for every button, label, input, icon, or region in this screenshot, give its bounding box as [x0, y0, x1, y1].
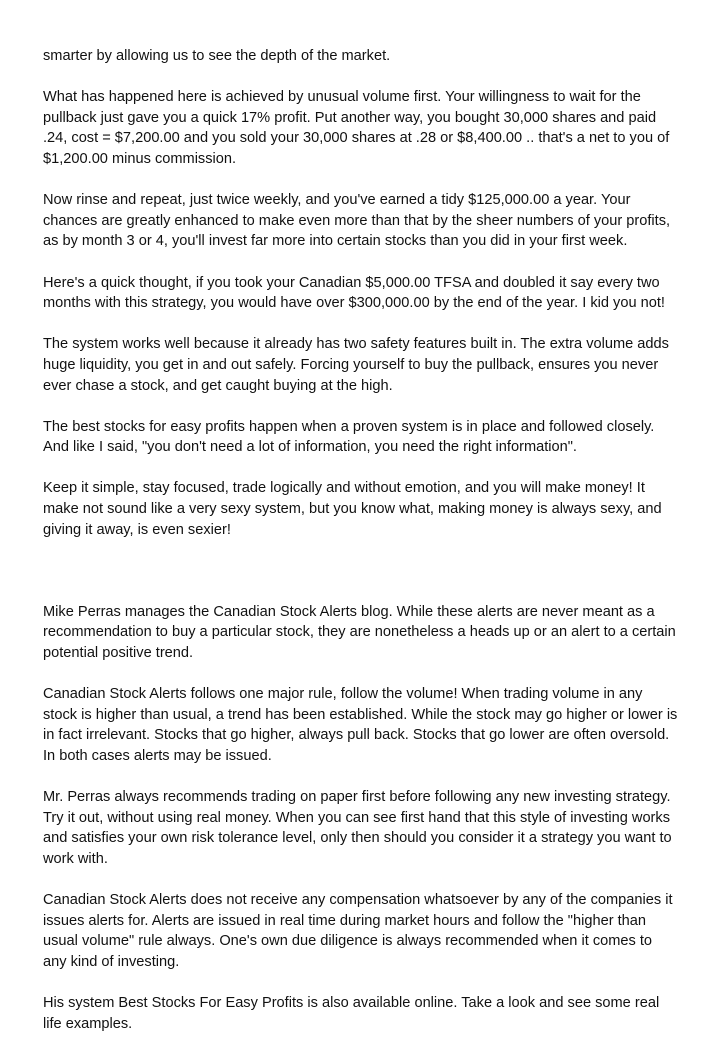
- paragraph: Keep it simple, stay focused, trade logically and without emotion, and you will make money! It make not sound like a very sexy system, but you know what, making money is always sexy, and giving it away, is even sexier!: [43, 480, 662, 538]
- author-bio-paragraph: Canadian Stock Alerts does not receive any compensation whatsoever by any of the companies it issues alerts for. Alerts are issued in real time during market hours and follow the "higher than usual volume" rule always. One's own due diligence is always recommended when it comes to any kind of investing.: [43, 892, 673, 970]
- section-spacer: [43, 561, 703, 602]
- paragraph: The best stocks for easy profits happen when a proven system is in place and followed closely. And like I said, "you don't need a lot of information, you need the right information".: [43, 418, 655, 456]
- author-bio-paragraph: Canadian Stock Alerts follows one major rule, follow the volume! When trading volume in any stock is higher than usual, a trend has been established. While the stock may go higher or lower is in fact irrelevant. Stocks that go higher, always pull back. Stocks that go lower are often oversold. In both cases alerts may be issued.: [43, 686, 678, 764]
- author-bio-paragraph: Mr. Perras always recommends trading on paper first before following any new investing strategy. Try it out, without using real money. When you can see first hand that this style of investing works and satisfies your own risk tolerance level, only then should you consider it a strategy you want to work with.: [43, 789, 672, 867]
- paragraph: What has happened here is achieved by unusual volume first. Your willingness to wait for the pullback just gave you a quick 17% profit. Put another way, you bought 30,000 shares and paid .24, cost = $7,200.00 and you sold your 30,000 shares at .28 or $8,400.00 .. that's a net to you of $1,200.00 minus commission.: [43, 89, 670, 167]
- paragraph: smarter by allowing us to see the depth of the market.: [43, 48, 391, 64]
- author-bio-paragraph: His system Best Stocks For Easy Profits is also available online. Take a look and see some real life examples.: [43, 995, 660, 1032]
- paragraph: Now rinse and repeat, just twice weekly, and you've earned a tidy $125,000.00 a year. Your chances are greatly enhanced to make even more than that by the sheer numbers of your profits, as by month 3 or 4, you'll invest far more into certain stocks than you did in your first week.: [43, 192, 671, 250]
- document-page: [43, 46, 703, 1055]
- paragraph: Here's a quick thought, if you took your Canadian $5,000.00 TFSA and doubled it say every two months with this strategy, you would have over $300,000.00 by the end of the year. I kid you not!: [43, 274, 665, 312]
- author-bio-paragraph: Mike Perras manages the Canadian Stock Alerts blog. While these alerts are never meant as a recommendation to buy a particular stock, they are nonetheless a heads up or an alert to a certain potential positive trend.: [43, 603, 676, 662]
- paragraph: The system works well because it already has two safety features built in. The extra volume adds huge liquidity, you get in and out safely. Forcing yourself to buy the pullback, ensures you never ever chase a stock, and get caught buying at the high.: [43, 336, 669, 394]
